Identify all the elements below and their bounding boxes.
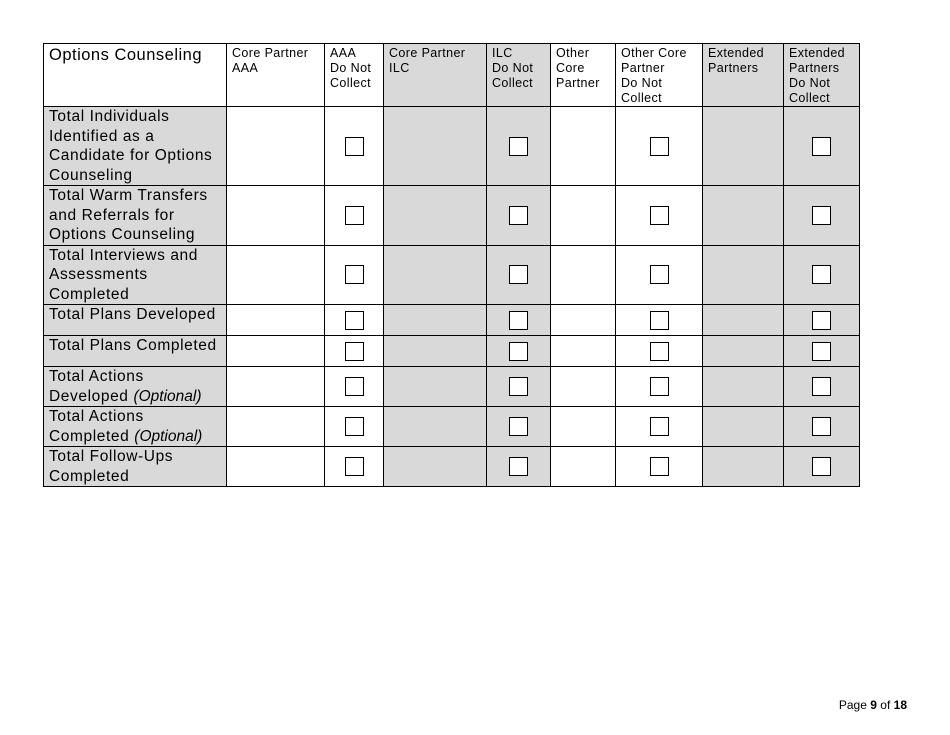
column-header <box>325 44 384 107</box>
do-not-collect-checkbox[interactable] <box>650 265 669 284</box>
row-label <box>44 305 227 336</box>
data-entry-cell[interactable] <box>551 407 616 447</box>
data-entry-cell[interactable] <box>227 367 325 407</box>
do-not-collect-cell <box>616 407 703 447</box>
table-body <box>44 107 860 487</box>
column-header-line: Do Not <box>330 61 372 75</box>
column-header-line: ILC <box>389 61 410 75</box>
row-label-line: Completed <box>49 427 130 445</box>
do-not-collect-checkbox[interactable] <box>509 265 528 284</box>
data-entry-cell[interactable] <box>227 245 325 305</box>
do-not-collect-checkbox[interactable] <box>509 311 528 330</box>
do-not-collect-cell <box>616 336 703 367</box>
column-header-line: Collect <box>330 76 372 90</box>
do-not-collect-cell <box>784 305 860 336</box>
page-number <box>839 698 907 712</box>
page-prefix: Page <box>838 698 867 712</box>
do-not-collect-checkbox[interactable] <box>812 342 831 361</box>
row-label-line: Assessments <box>49 266 148 283</box>
do-not-collect-cell <box>325 186 384 246</box>
do-not-collect-cell <box>616 186 703 246</box>
column-header <box>551 44 616 107</box>
column-header <box>487 44 551 107</box>
row-label-line: Total Plans Completed <box>49 337 217 354</box>
data-entry-cell[interactable] <box>227 407 325 447</box>
column-header-line: Collect <box>621 91 663 105</box>
data-entry-cell[interactable] <box>551 367 616 407</box>
table-row <box>44 336 860 367</box>
do-not-collect-checkbox[interactable] <box>650 377 669 396</box>
do-not-collect-checkbox[interactable] <box>345 417 364 436</box>
row-label-line: Total Actions <box>49 368 144 385</box>
page-current: 9 <box>870 698 877 712</box>
row-label-line: Candidate for Options <box>49 147 213 164</box>
do-not-collect-checkbox[interactable] <box>650 417 669 436</box>
table-row <box>44 245 860 305</box>
do-not-collect-cell <box>784 367 860 407</box>
do-not-collect-checkbox[interactable] <box>812 311 831 330</box>
row-label <box>44 367 227 407</box>
do-not-collect-cell <box>487 107 551 186</box>
column-header-line: Partners <box>708 61 759 75</box>
options-counseling-table <box>43 43 860 487</box>
data-entry-cell[interactable] <box>227 447 325 487</box>
data-entry-cell[interactable] <box>703 336 784 367</box>
do-not-collect-checkbox[interactable] <box>345 342 364 361</box>
table-title: Options Counseling <box>44 44 227 107</box>
do-not-collect-cell <box>325 107 384 186</box>
data-entry-cell[interactable] <box>384 305 487 336</box>
optional-note: (Optional) <box>133 387 202 405</box>
do-not-collect-checkbox[interactable] <box>509 417 528 436</box>
data-entry-cell[interactable] <box>227 186 325 246</box>
table-row <box>44 107 860 186</box>
row-label <box>44 107 227 186</box>
do-not-collect-cell <box>784 245 860 305</box>
data-entry-cell[interactable] <box>551 107 616 186</box>
data-entry-cell[interactable] <box>551 336 616 367</box>
row-label <box>44 245 227 305</box>
do-not-collect-checkbox[interactable] <box>345 377 364 396</box>
row-label <box>44 336 227 367</box>
data-entry-cell[interactable] <box>703 447 784 487</box>
do-not-collect-checkbox[interactable] <box>345 311 364 330</box>
optional-note: (Optional) <box>134 427 203 445</box>
column-header-line: Extended <box>789 46 846 60</box>
column-header <box>616 44 703 107</box>
table-header-row <box>44 44 860 107</box>
data-entry-cell[interactable] <box>703 305 784 336</box>
data-entry-cell[interactable] <box>227 336 325 367</box>
do-not-collect-checkbox[interactable] <box>345 206 364 225</box>
column-header <box>384 44 487 107</box>
column-header-line: Core Partner <box>389 46 466 60</box>
data-entry-cell[interactable] <box>384 367 487 407</box>
table-row <box>44 447 860 487</box>
row-label-line: Identified as a <box>49 127 155 145</box>
table-row <box>44 407 860 447</box>
do-not-collect-checkbox[interactable] <box>812 457 831 476</box>
column-header-line: Do Not <box>492 61 534 75</box>
row-label-line: Total Interviews and <box>49 246 198 264</box>
column-header-line: ILC <box>492 46 513 60</box>
column-header <box>227 44 325 107</box>
column-header-line: AAA <box>330 46 357 60</box>
do-not-collect-cell <box>784 447 860 487</box>
do-not-collect-checkbox[interactable] <box>650 137 669 156</box>
do-not-collect-cell <box>325 245 384 305</box>
do-not-collect-cell <box>616 447 703 487</box>
do-not-collect-checkbox[interactable] <box>812 206 831 225</box>
row-label-line: Total Individuals <box>49 108 170 125</box>
do-not-collect-cell <box>487 305 551 336</box>
table-row <box>44 305 860 336</box>
do-not-collect-checkbox[interactable] <box>345 137 364 156</box>
column-header <box>784 44 860 107</box>
do-not-collect-checkbox[interactable] <box>812 265 831 284</box>
do-not-collect-cell <box>325 336 384 367</box>
do-not-collect-cell <box>487 245 551 305</box>
column-header-line: Collect <box>492 76 534 90</box>
do-not-collect-checkbox[interactable] <box>509 206 528 225</box>
do-not-collect-cell <box>487 367 551 407</box>
page-total: 18 <box>893 698 907 712</box>
table-row <box>44 186 860 246</box>
do-not-collect-checkbox[interactable] <box>812 417 831 436</box>
page-separator: of <box>880 698 891 712</box>
row-label-line: Options Counseling <box>49 226 196 243</box>
data-entry-cell[interactable] <box>551 305 616 336</box>
column-header-line: Partner <box>621 61 665 75</box>
do-not-collect-cell <box>487 336 551 367</box>
column-header-line: Extended <box>708 46 765 60</box>
do-not-collect-checkbox[interactable] <box>345 457 364 476</box>
column-header-line: Collect <box>789 91 831 105</box>
do-not-collect-cell <box>616 107 703 186</box>
data-entry-cell[interactable] <box>703 107 784 186</box>
column-header-line: Core <box>556 61 585 75</box>
data-entry-cell[interactable] <box>227 305 325 336</box>
do-not-collect-cell <box>487 407 551 447</box>
data-entry-cell[interactable] <box>227 107 325 186</box>
row-label-line: and Referrals for <box>49 206 175 224</box>
data-entry-cell[interactable] <box>384 186 487 246</box>
column-header-line: Do Not <box>789 76 831 90</box>
do-not-collect-cell <box>487 447 551 487</box>
do-not-collect-cell <box>616 305 703 336</box>
do-not-collect-cell <box>784 336 860 367</box>
column-header-line: Partner <box>556 76 600 90</box>
row-label-line: Total Warm Transfers <box>49 187 208 204</box>
do-not-collect-checkbox[interactable] <box>345 265 364 284</box>
row-label-line: Completed <box>49 285 130 303</box>
row-label-line: Total Follow-Ups <box>49 448 174 465</box>
data-entry-cell[interactable] <box>703 245 784 305</box>
do-not-collect-cell <box>784 107 860 186</box>
do-not-collect-checkbox[interactable] <box>812 377 831 396</box>
do-not-collect-checkbox[interactable] <box>650 206 669 225</box>
row-label-line: Counseling <box>49 166 133 184</box>
do-not-collect-checkbox[interactable] <box>812 137 831 156</box>
row-label-line: Completed <box>49 467 130 485</box>
do-not-collect-checkbox[interactable] <box>509 377 528 396</box>
table-row <box>44 367 860 407</box>
do-not-collect-checkbox[interactable] <box>650 342 669 361</box>
data-entry-cell[interactable] <box>384 107 487 186</box>
column-header-line: Core Partner <box>232 46 309 60</box>
do-not-collect-cell <box>784 186 860 246</box>
data-entry-cell[interactable] <box>551 245 616 305</box>
data-entry-cell[interactable] <box>384 407 487 447</box>
data-entry-cell[interactable] <box>384 336 487 367</box>
do-not-collect-cell <box>325 407 384 447</box>
row-label-line: Total Actions <box>49 408 144 425</box>
row-label <box>44 186 227 246</box>
data-entry-cell[interactable] <box>703 367 784 407</box>
column-header-line: Partners <box>789 61 840 75</box>
row-label-line: Developed <box>49 387 129 405</box>
do-not-collect-cell <box>784 407 860 447</box>
do-not-collect-checkbox[interactable] <box>509 457 528 476</box>
data-entry-cell[interactable] <box>551 447 616 487</box>
data-entry-cell[interactable] <box>384 245 487 305</box>
do-not-collect-cell <box>325 305 384 336</box>
do-not-collect-checkbox[interactable] <box>650 457 669 476</box>
row-label <box>44 407 227 447</box>
row-label-line: Total Plans Developed <box>49 306 216 323</box>
do-not-collect-cell <box>487 186 551 246</box>
do-not-collect-checkbox[interactable] <box>509 137 528 156</box>
do-not-collect-cell <box>616 367 703 407</box>
data-entry-cell[interactable] <box>703 186 784 246</box>
do-not-collect-checkbox[interactable] <box>509 342 528 361</box>
do-not-collect-checkbox[interactable] <box>650 311 669 330</box>
do-not-collect-cell <box>325 367 384 407</box>
do-not-collect-cell <box>325 447 384 487</box>
do-not-collect-cell <box>616 245 703 305</box>
data-entry-cell[interactable] <box>703 407 784 447</box>
column-header <box>703 44 784 107</box>
row-label <box>44 447 227 487</box>
data-entry-cell[interactable] <box>551 186 616 246</box>
column-header-line: Do Not <box>621 76 663 90</box>
column-header-line: AAA <box>232 61 259 75</box>
column-header-line: Other Core <box>621 46 687 60</box>
data-entry-cell[interactable] <box>384 447 487 487</box>
column-header-line: Other <box>556 46 590 60</box>
